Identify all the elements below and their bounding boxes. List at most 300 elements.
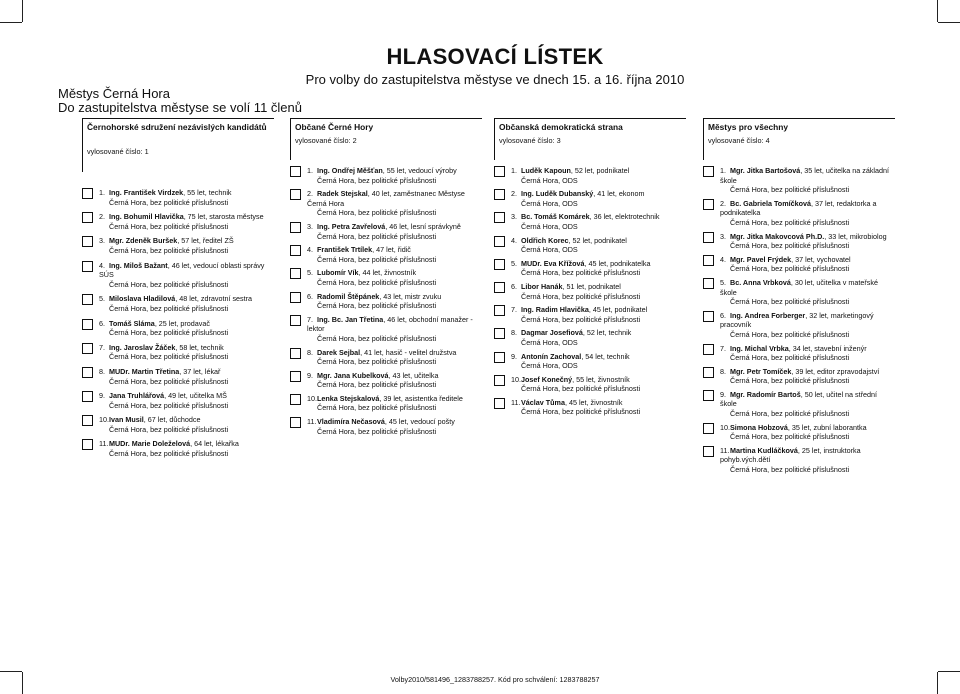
party-number: vylosované číslo: 2 <box>295 136 357 145</box>
candidate-text <box>307 417 455 436</box>
candidate-description: , 75 let, starosta městyse <box>183 212 264 222</box>
candidate-text <box>720 423 867 442</box>
candidate-number: 4. <box>307 245 313 255</box>
vote-checkbox[interactable] <box>290 189 301 200</box>
candidate-row <box>82 236 274 255</box>
candidate-description: , 25 let, prodavač <box>154 318 210 328</box>
candidate-name: Ing. Radim Hlavička <box>521 305 589 315</box>
candidate-affiliation: Černá Hora, bez politické příslušnosti <box>730 297 850 307</box>
candidate-name: Mgr. Jana Kubelková <box>317 370 389 380</box>
candidate-name: Libor Hanák <box>521 281 563 291</box>
candidate-text <box>99 439 239 458</box>
candidate-row <box>82 261 274 290</box>
candidate-name: Darek Sejbal <box>317 347 361 357</box>
party-name: Černohorské sdružení nezávislých kandidátů <box>87 122 267 132</box>
candidate-row <box>82 367 274 386</box>
candidate-affiliation: Černá Hora, bez politické příslušnosti <box>109 303 229 313</box>
candidate-affiliation: Černá Hora, bez politické příslušnosti <box>317 380 437 390</box>
candidate-affiliation: Černá Hora, bez politické příslušnosti <box>109 352 229 362</box>
candidate-row <box>703 166 895 195</box>
candidate-number: 5. <box>307 268 313 278</box>
candidate-number: 11. <box>720 445 730 455</box>
candidate-description: , 55 let, vedoucí výroby <box>382 166 457 175</box>
candidate-text <box>720 199 895 228</box>
candidate-row <box>494 259 686 278</box>
party-header <box>290 118 482 160</box>
crop-mark <box>937 0 938 22</box>
candidate-list <box>494 166 686 417</box>
candidate-name: Ing. Petra Zavřelová <box>317 221 386 231</box>
candidate-description: , 51 let, podnikatel <box>562 281 621 291</box>
candidate-number: 9. <box>99 391 105 401</box>
candidate-affiliation: Černá Hora, ODS <box>521 198 578 208</box>
candidate-name: Mgr. Radomír Bartoš <box>730 389 801 399</box>
candidate-text <box>511 236 627 255</box>
candidate-name: Mgr. Petr Tomíček <box>730 366 792 376</box>
candidate-text <box>511 375 640 394</box>
vote-checkbox[interactable] <box>494 236 505 247</box>
candidate-row <box>494 352 686 371</box>
candidate-description: , 52 let, podnikatel <box>568 235 627 245</box>
candidate-row <box>290 348 482 367</box>
candidate-description: , 39 let, editor zpravodajství <box>791 366 880 376</box>
candidate-name: Radek Stejskal <box>317 189 368 199</box>
candidate-row <box>82 415 274 434</box>
candidate-description: , 43 let, učitelka <box>388 370 439 380</box>
candidate-affiliation: Černá Hora, ODS <box>521 337 578 347</box>
candidate-name: Dagmar Josefiová <box>521 328 583 338</box>
candidate-affiliation: Černá Hora, ODS <box>521 245 578 255</box>
candidate-affiliation: Černá Hora, bez politické příslušnosti <box>730 376 850 386</box>
candidate-number: 8. <box>511 328 517 338</box>
candidate-name: MUDr. Marie Doleželová <box>109 439 191 449</box>
candidate-number: 6. <box>720 310 726 320</box>
candidate-text <box>99 188 232 207</box>
candidate-name: Simona Hobzová <box>730 422 788 432</box>
page-subtitle: Pro volby do zastupitelstva městyse ve dnech 15. a 16. října 2010 <box>305 72 685 87</box>
candidate-number: 6. <box>511 281 517 291</box>
candidate-number: 11. <box>99 439 109 449</box>
candidate-name: Ing. Miloš Bažant <box>109 260 168 270</box>
candidate-number: 7. <box>99 342 105 352</box>
candidate-affiliation: Černá Hora, bez politické příslušnosti <box>730 465 850 475</box>
candidate-name: Josef Konečný <box>521 374 573 384</box>
vote-checkbox[interactable] <box>703 278 714 289</box>
crop-mark <box>938 671 960 672</box>
candidate-name: Ing. Ondřej Měšťan <box>317 166 383 175</box>
party-number: vylosované číslo: 3 <box>499 136 561 145</box>
party-column-1 <box>82 118 274 464</box>
candidate-number: 1. <box>307 166 313 175</box>
candidate-description: , 45 let, podnikatel <box>588 305 648 315</box>
party-name: Občané Černé Hory <box>295 122 374 132</box>
candidate-row <box>290 292 482 311</box>
candidate-name: Miloslava Hladilová <box>109 294 176 304</box>
candidate-text <box>720 390 895 419</box>
candidate-number: 11. <box>307 417 317 427</box>
candidate-number: 7. <box>720 343 726 353</box>
candidate-row <box>703 311 895 340</box>
party-column-3 <box>494 118 686 421</box>
candidate-text <box>720 278 895 307</box>
vote-checkbox[interactable] <box>703 311 714 322</box>
candidate-row <box>703 199 895 228</box>
candidate-number: 3. <box>99 236 105 246</box>
candidate-name: Ing. Bohumil Hlavička <box>109 212 184 222</box>
vote-checkbox[interactable] <box>82 261 93 272</box>
candidate-text <box>720 255 851 274</box>
candidate-description: , 46 let, obchodní manažer - lektor <box>307 314 473 334</box>
candidate-name: Mgr. Jitka Makovcová Ph.D. <box>730 231 825 241</box>
candidate-row <box>290 394 482 413</box>
candidate-name: Ivan Musil <box>109 415 144 425</box>
candidate-description: , 41 let, ekonom <box>593 189 645 199</box>
candidate-affiliation: Černá Hora, bez politické příslušnosti <box>317 277 437 287</box>
vote-checkbox[interactable] <box>82 236 93 247</box>
vote-checkbox[interactable] <box>494 398 505 409</box>
candidate-affiliation: Černá Hora, bez politické příslušnosti <box>109 245 229 255</box>
candidate-text <box>99 343 228 362</box>
vote-checkbox[interactable] <box>82 343 93 354</box>
vote-checkbox[interactable] <box>703 423 714 434</box>
vote-checkbox[interactable] <box>703 344 714 355</box>
candidate-name: Jana Truhlářová <box>109 391 165 401</box>
candidate-affiliation: Černá Hora, bez politické příslušnosti <box>317 357 437 367</box>
candidate-row <box>703 278 895 307</box>
vote-checkbox[interactable] <box>703 166 714 177</box>
candidate-name: Radomil Štěpánek <box>317 291 380 301</box>
candidate-row <box>290 222 482 241</box>
candidate-description: , 52 let, podnikatel <box>570 166 630 175</box>
crop-mark <box>938 22 960 23</box>
candidate-description: , 25 let, instruktorka pohyb.vých.dětí <box>720 445 861 465</box>
page-title: HLASOVACÍ LÍSTEK <box>386 44 604 69</box>
candidate-name: MUDr. Eva Křížová <box>521 258 585 268</box>
candidate-number: 10. <box>99 415 109 425</box>
candidate-affiliation: Černá Hora, bez politické příslušnosti <box>109 449 229 459</box>
candidate-description: , 32 let, marketingový pracovník <box>720 310 874 330</box>
candidate-affiliation: Černá Hora, bez politické příslušnosti <box>109 279 229 289</box>
candidate-text <box>511 328 631 347</box>
candidate-row <box>494 236 686 255</box>
candidate-text <box>307 222 461 241</box>
candidate-description: , 45 let, vedoucí pošty <box>384 417 455 427</box>
candidate-number: 7. <box>511 305 517 315</box>
candidate-affiliation: Černá Hora, bez politické příslušnosti <box>317 426 437 436</box>
candidate-row <box>494 375 686 394</box>
vote-checkbox[interactable] <box>703 446 714 457</box>
candidate-text <box>99 261 274 290</box>
candidate-description: , 67 let, důchodce <box>143 415 201 425</box>
candidate-text <box>511 305 647 324</box>
candidate-text <box>720 232 887 251</box>
candidate-name: Ing. Luděk Dubanský <box>521 189 594 199</box>
candidate-description: , 37 let, redaktorka a podnikatelka <box>720 198 877 218</box>
candidate-name: Antonín Zachoval <box>521 351 582 361</box>
candidate-description: , 41 let, hasič - velitel družstva <box>360 347 457 357</box>
vote-checkbox[interactable] <box>290 292 301 303</box>
candidate-number: 10. <box>720 422 730 432</box>
candidate-number: 3. <box>307 221 313 231</box>
vote-checkbox[interactable] <box>494 189 505 200</box>
vote-checkbox[interactable] <box>494 212 505 223</box>
candidate-name: Bc. Anna Vrbková <box>730 277 791 287</box>
vote-checkbox[interactable] <box>494 166 505 177</box>
candidate-affiliation: Černá Hora, bez politické příslušnosti <box>730 264 850 274</box>
candidate-affiliation: Černá Hora, bez politické příslušnosti <box>521 407 641 417</box>
candidate-description: , 45 let, podnikatelka <box>584 258 651 268</box>
candidate-affiliation: Černá Hora, bez politické příslušnosti <box>521 291 641 301</box>
candidate-text <box>511 352 630 371</box>
candidate-affiliation: Černá Hora, bez politické příslušnosti <box>730 241 850 251</box>
candidate-name: Mgr. Zdeněk Buršek <box>109 236 178 246</box>
candidate-text <box>99 294 252 313</box>
candidate-row <box>494 398 686 417</box>
party-column-4 <box>703 118 895 479</box>
candidate-number: 8. <box>307 347 313 357</box>
vote-checkbox[interactable] <box>82 367 93 378</box>
vote-checkbox[interactable] <box>703 255 714 266</box>
candidate-name: Oldřich Korec <box>521 235 569 245</box>
candidate-number: 2. <box>511 189 517 199</box>
candidate-affiliation: Černá Hora, ODS <box>521 221 578 231</box>
vote-checkbox[interactable] <box>82 212 93 223</box>
candidate-affiliation: Černá Hora, bez politické příslušnosti <box>521 268 641 278</box>
candidate-description: , 50 let, učitel na střední škole <box>720 389 878 409</box>
vote-checkbox[interactable] <box>494 305 505 316</box>
candidate-name: Luděk Kapoun <box>521 166 571 175</box>
candidate-row <box>703 423 895 442</box>
candidate-number: 4. <box>720 254 726 264</box>
vote-checkbox[interactable] <box>494 352 505 363</box>
vote-checkbox[interactable] <box>82 319 93 330</box>
candidate-description: , 49 let, učitelka MŠ <box>164 391 227 401</box>
candidate-description: , 33 let, mikrobiolog <box>824 231 887 241</box>
candidate-row <box>703 390 895 419</box>
candidate-affiliation: Černá Hora, bez politické příslušnosti <box>730 329 850 339</box>
candidate-list <box>703 166 895 475</box>
candidate-row <box>494 305 686 324</box>
vote-checkbox[interactable] <box>494 375 505 386</box>
candidate-affiliation: Černá Hora, bez politické příslušnosti <box>317 175 437 185</box>
candidate-description: , 36 let, elektrotechnik <box>589 212 660 222</box>
party-number: vylosované číslo: 1 <box>87 147 149 156</box>
candidate-number: 2. <box>307 189 313 199</box>
candidate-affiliation: Černá Hora, bez politické příslušnosti <box>521 314 641 324</box>
candidate-text <box>99 212 264 231</box>
crop-mark <box>0 671 22 672</box>
vote-checkbox[interactable] <box>82 294 93 305</box>
party-header <box>494 118 686 160</box>
vote-checkbox[interactable] <box>703 367 714 378</box>
candidate-number: 9. <box>720 389 726 399</box>
candidate-description: , 55 let, živnostník <box>572 374 630 384</box>
candidate-description: , 43 let, mistr zvuku <box>379 291 442 301</box>
candidate-text <box>307 245 436 264</box>
candidate-row <box>494 166 686 185</box>
candidate-affiliation: Černá Hora, bez politické příslušnosti <box>109 376 229 386</box>
candidate-name: Václav Tůma <box>521 397 565 407</box>
candidate-text <box>511 282 640 301</box>
candidate-text <box>307 315 482 344</box>
vote-checkbox[interactable] <box>290 417 301 428</box>
candidate-row <box>290 166 482 185</box>
candidate-number: 8. <box>99 366 105 376</box>
candidate-affiliation: Černá Hora, ODS <box>521 175 578 185</box>
candidate-name: Ing. Michal Vrbka <box>730 343 789 353</box>
candidate-description: , 30 let, učitelka v mateřské škole <box>720 277 878 297</box>
candidate-row <box>290 189 482 218</box>
candidate-row <box>703 344 895 363</box>
candidate-description: , 55 let, technik <box>183 188 232 197</box>
candidate-text <box>511 166 629 185</box>
candidate-description: , 52 let, technik <box>582 328 632 338</box>
candidate-number: 7. <box>307 314 313 324</box>
vote-checkbox[interactable] <box>703 199 714 210</box>
party-number: vylosované číslo: 4 <box>708 136 770 145</box>
party-header <box>703 118 895 160</box>
candidate-description: , 46 let, lesní správkyně <box>385 221 461 231</box>
ballot-header <box>0 45 960 88</box>
candidate-description: , 40 let, zaměstnanec Městyse Černá Hora <box>307 189 465 208</box>
candidate-row <box>82 188 274 207</box>
candidate-affiliation: Černá Hora, bez politické příslušnosti <box>730 432 850 442</box>
candidate-text <box>511 398 640 417</box>
candidate-description: , 37 let, lékař <box>179 366 221 376</box>
candidate-row <box>290 245 482 264</box>
candidate-affiliation: Černá Hora, bez politické příslušnosti <box>109 400 229 410</box>
candidate-number: 5. <box>511 258 517 268</box>
candidate-row <box>82 319 274 338</box>
party-name: Městys pro všechny <box>708 122 789 132</box>
candidate-number: 5. <box>99 294 105 304</box>
candidate-number: 9. <box>511 351 517 361</box>
candidate-description: , 64 let, lékařka <box>190 439 239 449</box>
candidate-list <box>290 166 482 436</box>
candidate-text <box>720 367 879 386</box>
candidate-number: 6. <box>99 318 105 328</box>
candidate-text <box>307 371 438 390</box>
candidate-number: 2. <box>720 198 726 208</box>
candidate-affiliation: Černá Hora, bez politické příslušnosti <box>109 221 229 231</box>
candidate-description: , 35 let, zubní laborantka <box>787 422 867 432</box>
party-name: Občanská demokratická strana <box>499 122 623 132</box>
candidate-text <box>99 319 228 338</box>
party-column-2 <box>290 118 482 440</box>
candidate-number: 9. <box>307 370 313 380</box>
vote-checkbox[interactable] <box>290 394 301 405</box>
candidate-text <box>511 259 650 278</box>
candidate-row <box>290 417 482 436</box>
candidate-text <box>307 166 457 185</box>
vote-checkbox[interactable] <box>703 232 714 243</box>
vote-checkbox[interactable] <box>290 166 301 177</box>
candidate-name: Martina Kudláčková <box>730 445 798 455</box>
candidate-affiliation: Černá Hora, bez politické příslušnosti <box>730 409 850 419</box>
town-name: Městys Černá Hora <box>58 86 170 101</box>
candidate-row <box>494 282 686 301</box>
candidate-row <box>82 391 274 410</box>
vote-checkbox[interactable] <box>82 188 93 199</box>
candidate-affiliation: Černá Hora, bez politické příslušnosti <box>317 301 437 311</box>
candidate-description: , 47 let, řidič <box>372 245 411 255</box>
candidate-text <box>307 268 436 287</box>
candidate-row <box>290 371 482 390</box>
candidate-affiliation: Černá Hora, bez politické příslušnosti <box>109 424 229 434</box>
candidate-text <box>307 292 441 311</box>
vote-checkbox[interactable] <box>290 371 301 382</box>
candidate-text <box>720 166 895 195</box>
candidate-name: Mgr. Pavel Frýdek <box>730 254 792 264</box>
candidate-description: , 45 let, živnostník <box>564 397 623 407</box>
crop-mark <box>22 0 23 22</box>
candidate-description: , 37 let, vychovatel <box>791 254 851 264</box>
candidate-description: , 46 let, vedoucí oblasti správy SÚS <box>99 260 265 280</box>
candidate-affiliation: Černá Hora, bez politické příslušnosti <box>317 231 437 241</box>
candidate-name: Mgr. Jitka Bartošová <box>730 166 801 175</box>
vote-checkbox[interactable] <box>290 268 301 279</box>
candidate-affiliation: Černá Hora, bez politické příslušnosti <box>317 403 437 413</box>
candidate-description: , 54 let, technik <box>581 351 630 361</box>
candidate-description: , 57 let, ředitel ZŠ <box>177 236 234 246</box>
candidate-number: 3. <box>511 212 517 222</box>
candidate-name: Lenka Stejskalová <box>317 393 380 403</box>
candidate-name: Lubomír Vík <box>317 268 359 278</box>
candidate-text <box>307 189 482 218</box>
candidate-affiliation: Černá Hora, bez politické příslušnosti <box>730 353 850 363</box>
vote-checkbox[interactable] <box>82 391 93 402</box>
candidate-row <box>290 268 482 287</box>
vote-checkbox[interactable] <box>290 245 301 256</box>
vote-checkbox[interactable] <box>703 390 714 401</box>
vote-checkbox[interactable] <box>82 439 93 450</box>
candidate-name: Bc. Gabriela Tomíčková <box>730 198 811 208</box>
vote-checkbox[interactable] <box>494 282 505 293</box>
candidate-row <box>82 294 274 313</box>
candidate-affiliation: Černá Hora, bez politické příslušnosti <box>317 208 437 218</box>
town-info <box>58 87 302 115</box>
candidate-name: Tomáš Sláma <box>109 318 155 328</box>
vote-checkbox[interactable] <box>290 315 301 326</box>
candidate-number: 11. <box>511 397 521 407</box>
candidate-name: Ing. Andrea Forberger <box>730 310 806 320</box>
candidate-affiliation: Černá Hora, bez politické příslušnosti <box>109 197 229 207</box>
candidate-number: 4. <box>511 235 517 245</box>
vote-checkbox[interactable] <box>494 259 505 270</box>
candidate-text <box>99 236 234 255</box>
candidate-text <box>99 415 228 434</box>
candidate-number: 1. <box>511 166 517 175</box>
candidate-description: , 39 let, asistentka ředitele <box>379 393 463 403</box>
candidate-row <box>82 343 274 362</box>
vote-checkbox[interactable] <box>494 328 505 339</box>
candidate-affiliation: Černá Hora, ODS <box>521 361 578 371</box>
candidate-name: MUDr. Martin Třetina <box>109 366 180 376</box>
candidate-number: 10. <box>307 393 317 403</box>
candidate-text <box>720 446 895 475</box>
candidate-list <box>82 188 274 459</box>
candidate-affiliation: Černá Hora, bez politické příslušnosti <box>317 254 437 264</box>
candidate-text <box>307 348 456 367</box>
candidate-row <box>494 212 686 231</box>
vote-checkbox[interactable] <box>290 348 301 359</box>
candidate-row <box>290 315 482 344</box>
footer-code: Volby2010/581496_1283788257. Kód pro schválení: 1283788257 <box>390 675 600 684</box>
vote-checkbox[interactable] <box>290 222 301 233</box>
candidate-name: Ing. Jaroslav Žáček <box>109 342 176 352</box>
vote-checkbox[interactable] <box>82 415 93 426</box>
candidate-row <box>703 446 895 475</box>
